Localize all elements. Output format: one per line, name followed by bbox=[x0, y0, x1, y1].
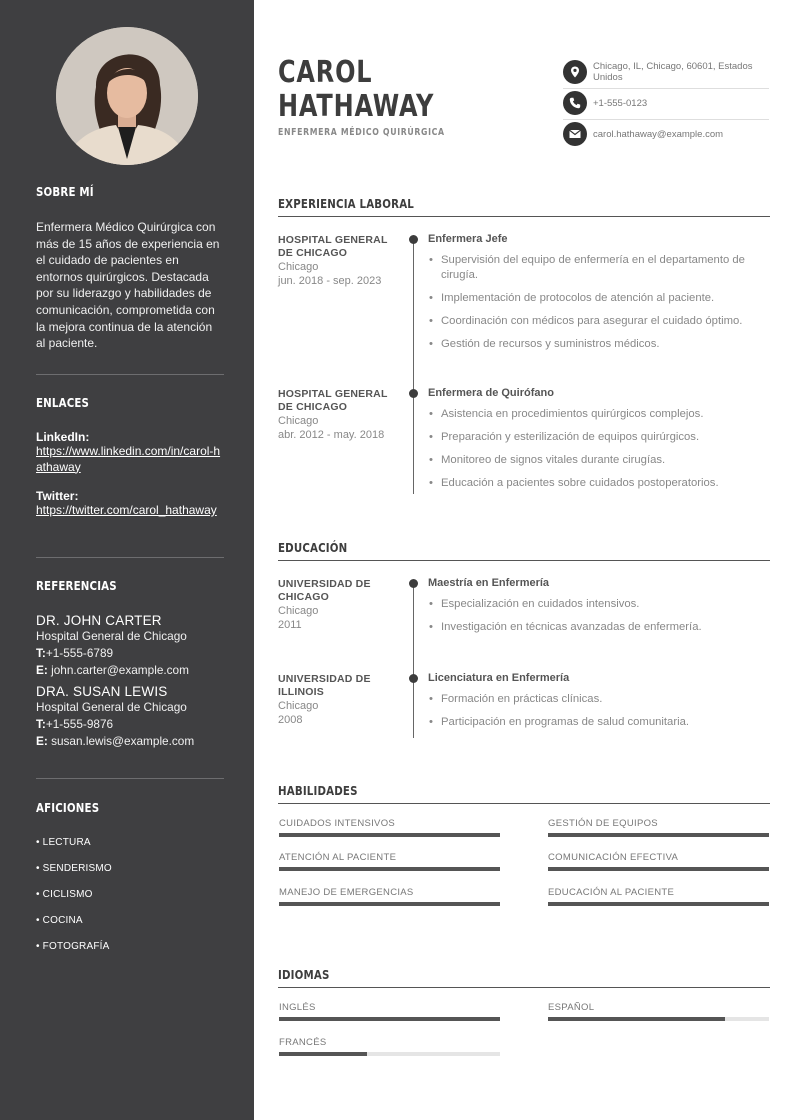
job-role: Enfermera de Quirófano bbox=[428, 387, 554, 399]
contact-email-text: carol.hathaway@example.com bbox=[593, 128, 724, 140]
skill-bar bbox=[548, 833, 769, 837]
hobbies-title: AFICIONES bbox=[36, 800, 100, 815]
experience-item-meta bbox=[278, 388, 396, 442]
institution-name: UNIVERSIDAD DE ILLINOIS bbox=[278, 673, 371, 698]
skill-bar-fill bbox=[279, 833, 500, 837]
responsibilities-list bbox=[428, 407, 770, 491]
link-linkedin bbox=[36, 430, 224, 475]
link-label: LinkedIn: bbox=[36, 430, 90, 444]
sidebar-divider bbox=[36, 557, 224, 558]
skill-label: EDUCACIÓN AL PACIENTE bbox=[548, 887, 675, 898]
contact-list bbox=[563, 58, 769, 150]
about-section bbox=[36, 184, 224, 352]
phone-icon bbox=[563, 91, 587, 115]
skill-bar-fill bbox=[548, 867, 769, 871]
hobby-item: • CICLISMO bbox=[36, 889, 93, 900]
contact-email bbox=[563, 120, 769, 150]
list-item: • Coordinación con médicos para asegurar el cuidado óptimo. bbox=[428, 314, 770, 329]
skill-bar-fill bbox=[279, 902, 500, 906]
experience-item-details bbox=[428, 233, 770, 360]
timeline-dot bbox=[409, 235, 418, 244]
language-bar-fill bbox=[548, 1017, 725, 1021]
education-item-meta bbox=[278, 673, 396, 727]
list-item: • Participación en programas de salud comunitaria. bbox=[428, 715, 770, 730]
reference-phone: T:+1-555-6789 bbox=[36, 646, 114, 660]
reference-name: DR. JOHN CARTER bbox=[36, 613, 162, 628]
education-item-meta bbox=[278, 578, 396, 632]
hobbies-list bbox=[36, 830, 224, 960]
hobby-item: • COCINA bbox=[36, 915, 83, 926]
experience-title: EXPERIENCIA LABORAL bbox=[278, 196, 415, 211]
list-item: • Monitoreo de signos vitales durante cirugías. bbox=[428, 453, 770, 468]
about-title: SOBRE MÍ bbox=[36, 184, 94, 199]
reference-org: Hospital General de Chicago bbox=[36, 700, 187, 714]
list-item: • Especialización en cuidados intensivos. bbox=[428, 597, 770, 612]
skill-label: ATENCIÓN AL PACIENTE bbox=[279, 852, 397, 863]
hobbies-section bbox=[36, 800, 224, 960]
contact-address-text: Chicago, IL, Chicago, 60601, Estados Unidos bbox=[593, 61, 753, 83]
institution-location: Chicago bbox=[278, 700, 319, 712]
experience-item-meta bbox=[278, 234, 396, 288]
portrait-image bbox=[56, 27, 198, 165]
map-pin-icon bbox=[563, 60, 587, 84]
language-label: FRANCÉS bbox=[279, 1037, 327, 1048]
list-item: • Preparación y esterilización de equipos quirúrgicos. bbox=[428, 430, 770, 445]
contact-address bbox=[563, 58, 769, 89]
skill-label: GESTIÓN DE EQUIPOS bbox=[548, 818, 658, 829]
language-bar bbox=[279, 1017, 500, 1021]
skill-bar bbox=[548, 902, 769, 906]
section-divider bbox=[278, 216, 770, 217]
contact-phone bbox=[563, 89, 769, 120]
envelope-icon bbox=[563, 122, 587, 146]
about-text: Enfermera Médico Quirúrgica con más de 15 años de experiencia en el cuidado de pacientes en entornos quirúrgicos. Destacada por su liderazgo y habilidades de comunicación, comprometida con la mejora continua de la atención al paciente. bbox=[36, 220, 220, 351]
references-section bbox=[36, 578, 224, 750]
hobby-item: • FOTOGRAFÍA bbox=[36, 941, 110, 952]
responsibilities-list bbox=[428, 253, 770, 352]
reference-item bbox=[36, 613, 224, 679]
sidebar-divider bbox=[36, 778, 224, 779]
section-divider bbox=[278, 803, 770, 804]
skill-item bbox=[548, 852, 769, 871]
reference-name: DRA. SUSAN LEWIS bbox=[36, 684, 168, 699]
timeline-dot bbox=[409, 674, 418, 683]
skill-item bbox=[279, 887, 500, 906]
experience-timeline bbox=[413, 239, 414, 494]
skill-bar-fill bbox=[548, 833, 769, 837]
skill-label: MANEJO DE EMERGENCIAS bbox=[279, 887, 414, 898]
graduation-year: 2008 bbox=[278, 714, 303, 726]
reference-email: E: susan.lewis@example.com bbox=[36, 734, 195, 748]
employer-location: Chicago bbox=[278, 261, 319, 273]
job-role: Enfermera Jefe bbox=[428, 233, 508, 245]
contact-phone-text: +1-555-0123 bbox=[593, 97, 648, 109]
timeline-dot bbox=[409, 579, 418, 588]
language-bar bbox=[548, 1017, 769, 1021]
links-section bbox=[36, 395, 224, 519]
hobby-item: • LECTURA bbox=[36, 837, 91, 848]
link-twitter bbox=[36, 489, 224, 519]
list-item: • Formación en prácticas clínicas. bbox=[428, 692, 770, 707]
skill-bar bbox=[279, 867, 500, 871]
language-item bbox=[548, 1002, 769, 1021]
languages-title: IDIOMAS bbox=[278, 967, 330, 982]
skills-title: HABILIDADES bbox=[278, 783, 358, 798]
skill-item bbox=[548, 887, 769, 906]
language-bar bbox=[279, 1052, 500, 1056]
linkedin-link[interactable]: https://www.linkedin.com/in/carol-hathaway bbox=[36, 444, 221, 474]
language-bar-fill bbox=[279, 1017, 500, 1021]
profile-photo bbox=[56, 27, 198, 165]
reference-org: Hospital General de Chicago bbox=[36, 629, 187, 643]
reference-email: E: john.carter@example.com bbox=[36, 663, 189, 677]
twitter-link[interactable]: https://twitter.com/carol_hathaway bbox=[36, 503, 217, 517]
education-item-details bbox=[428, 577, 770, 643]
sidebar-divider bbox=[36, 374, 224, 375]
education-item-details bbox=[428, 672, 770, 738]
skill-item bbox=[548, 818, 769, 837]
hobby-item: • SENDERISMO bbox=[36, 863, 112, 874]
skill-bar bbox=[548, 867, 769, 871]
employment-dates: abr. 2012 - may. 2018 bbox=[278, 429, 385, 441]
skill-label: COMUNICACIÓN EFECTIVA bbox=[548, 852, 679, 863]
timeline-dot bbox=[409, 389, 418, 398]
skill-label: CUIDADOS INTENSIVOS bbox=[279, 818, 396, 829]
language-label: ESPAÑOL bbox=[548, 1002, 595, 1013]
skill-bar bbox=[279, 902, 500, 906]
list-item: • Gestión de recursos y suministros médicos. bbox=[428, 337, 770, 352]
skill-bar-fill bbox=[548, 902, 769, 906]
education-timeline bbox=[413, 583, 414, 738]
institution-name: UNIVERSIDAD DE CHICAGO bbox=[278, 578, 371, 603]
language-label: INGLÉS bbox=[279, 1002, 316, 1013]
skill-bar bbox=[279, 833, 500, 837]
language-item bbox=[279, 1037, 500, 1056]
employer-name: HOSPITAL GENERAL DE CHICAGO bbox=[278, 388, 388, 413]
candidate-name: CAROL HATHAWAY bbox=[278, 55, 435, 124]
employer-location: Chicago bbox=[278, 415, 319, 427]
list-item: • Asistencia en procedimientos quirúrgicos complejos. bbox=[428, 407, 770, 422]
education-highlights bbox=[428, 692, 770, 730]
skill-item bbox=[279, 818, 500, 837]
education-highlights bbox=[428, 597, 770, 635]
list-item: • Implementación de protocolos de atención al paciente. bbox=[428, 291, 770, 306]
graduation-year: 2011 bbox=[278, 619, 302, 631]
degree-name: Licenciatura en Enfermería bbox=[428, 672, 570, 684]
employment-dates: jun. 2018 - sep. 2023 bbox=[278, 275, 382, 287]
education-title: EDUCACIÓN bbox=[278, 540, 348, 555]
list-item: • Supervisión del equipo de enfermería en el departamento de cirugía. bbox=[428, 253, 770, 283]
language-item bbox=[279, 1002, 500, 1021]
links-title: ENLACES bbox=[36, 395, 90, 410]
references-title: REFERENCIAS bbox=[36, 578, 117, 593]
list-item: • Educación a pacientes sobre cuidados postoperatorios. bbox=[428, 476, 770, 491]
institution-location: Chicago bbox=[278, 605, 319, 617]
skill-bar-fill bbox=[279, 867, 500, 871]
reference-item bbox=[36, 684, 224, 750]
employer-name: HOSPITAL GENERAL DE CHICAGO bbox=[278, 234, 388, 259]
skill-item bbox=[279, 852, 500, 871]
language-bar-fill bbox=[279, 1052, 367, 1056]
job-title: ENFERMERA MÉDICO QUIRÚRGICA bbox=[278, 127, 445, 138]
section-divider bbox=[278, 987, 770, 988]
experience-item-details bbox=[428, 387, 770, 499]
degree-name: Maestría en Enfermería bbox=[428, 577, 550, 589]
list-item: • Investigación en técnicas avanzadas de enfermería. bbox=[428, 620, 770, 635]
section-divider bbox=[278, 560, 770, 561]
reference-phone: T:+1-555-9876 bbox=[36, 717, 114, 731]
link-label: Twitter: bbox=[36, 489, 79, 503]
